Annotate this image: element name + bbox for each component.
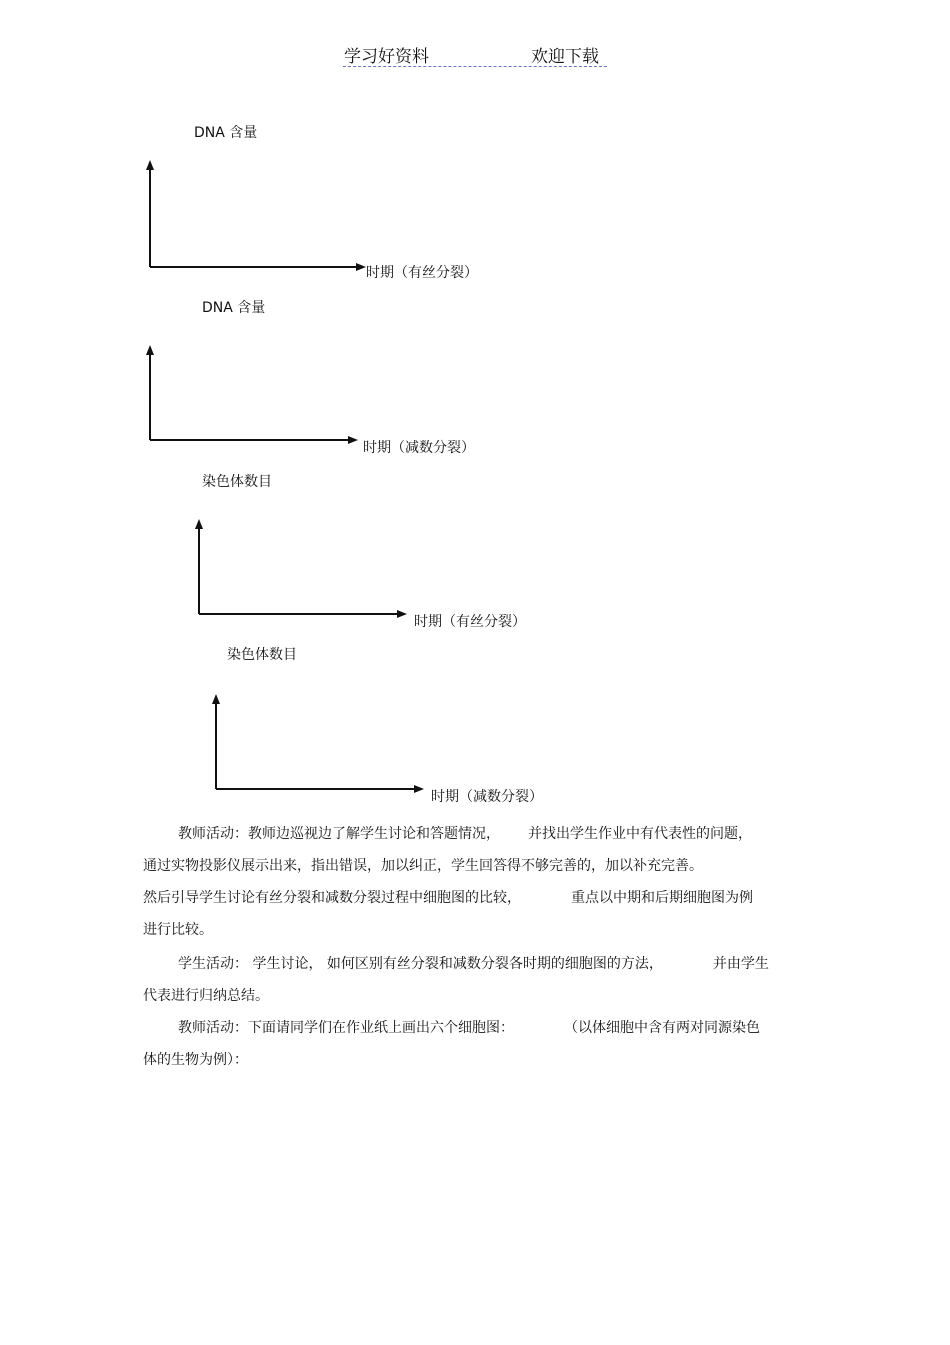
p2-line1b: 并由学生	[712, 956, 769, 972]
p1-line2: 通过实物投影仪展示出来，指出错误，加以纠正，学生回答得不够完善的，加以补充完善。	[143, 858, 703, 874]
graph3-y-label: 染色体数目	[202, 474, 272, 490]
p3-line1b: （以体细胞中含有两对同源染色	[564, 1020, 760, 1036]
p3-line1a: 教师活动：下面请同学们在作业纸上画出六个细胞图：	[178, 1020, 514, 1036]
graph4-axes	[206, 694, 432, 798]
graph4-x-label: 时期（减数分裂）	[431, 789, 543, 805]
p1-line3b: 重点以中期和后期细胞图为例	[571, 890, 753, 906]
p2-line1a: 学生活动： 学生讨论， 如何区别有丝分裂和减数分裂各时期的细胞图的方法，	[178, 956, 663, 972]
graph1-y-label: DNA 含量	[194, 125, 258, 141]
graph1-axes	[140, 160, 372, 274]
p1-line4: 进行比较。	[143, 922, 213, 938]
header-left-text: 学习好资料	[344, 47, 429, 67]
p1-line1b: 并找出学生作业中有代表性的问题，	[528, 826, 752, 842]
graph2-axes	[140, 345, 366, 449]
p2-line2: 代表进行归纳总结。	[143, 988, 269, 1004]
p3-line2: 体的生物为例）：	[143, 1052, 248, 1068]
graph4-y-label: 染色体数目	[227, 647, 297, 663]
graph2-y-label: DNA 含量	[202, 300, 266, 316]
graph2-x-label: 时期（减数分裂）	[363, 440, 475, 456]
graph3-axes	[189, 519, 415, 623]
paragraph-student-activity	[143, 948, 808, 1012]
p1-line3a: 然后引导学生讨论有丝分裂和减数分裂过程中细胞图的比较，	[143, 890, 521, 906]
page-header	[343, 40, 607, 67]
graph3-x-label: 时期（有丝分裂）	[414, 614, 526, 630]
p1-line1a: 教师活动：教师边巡视边了解学生讨论和答题情况，	[178, 826, 500, 842]
paragraph-teacher-activity-2	[143, 1012, 808, 1076]
paragraph-teacher-activity-1	[143, 818, 808, 946]
graph1-x-label: 时期（有丝分裂）	[366, 265, 478, 281]
header-right-text: 欢迎下载	[531, 47, 599, 67]
